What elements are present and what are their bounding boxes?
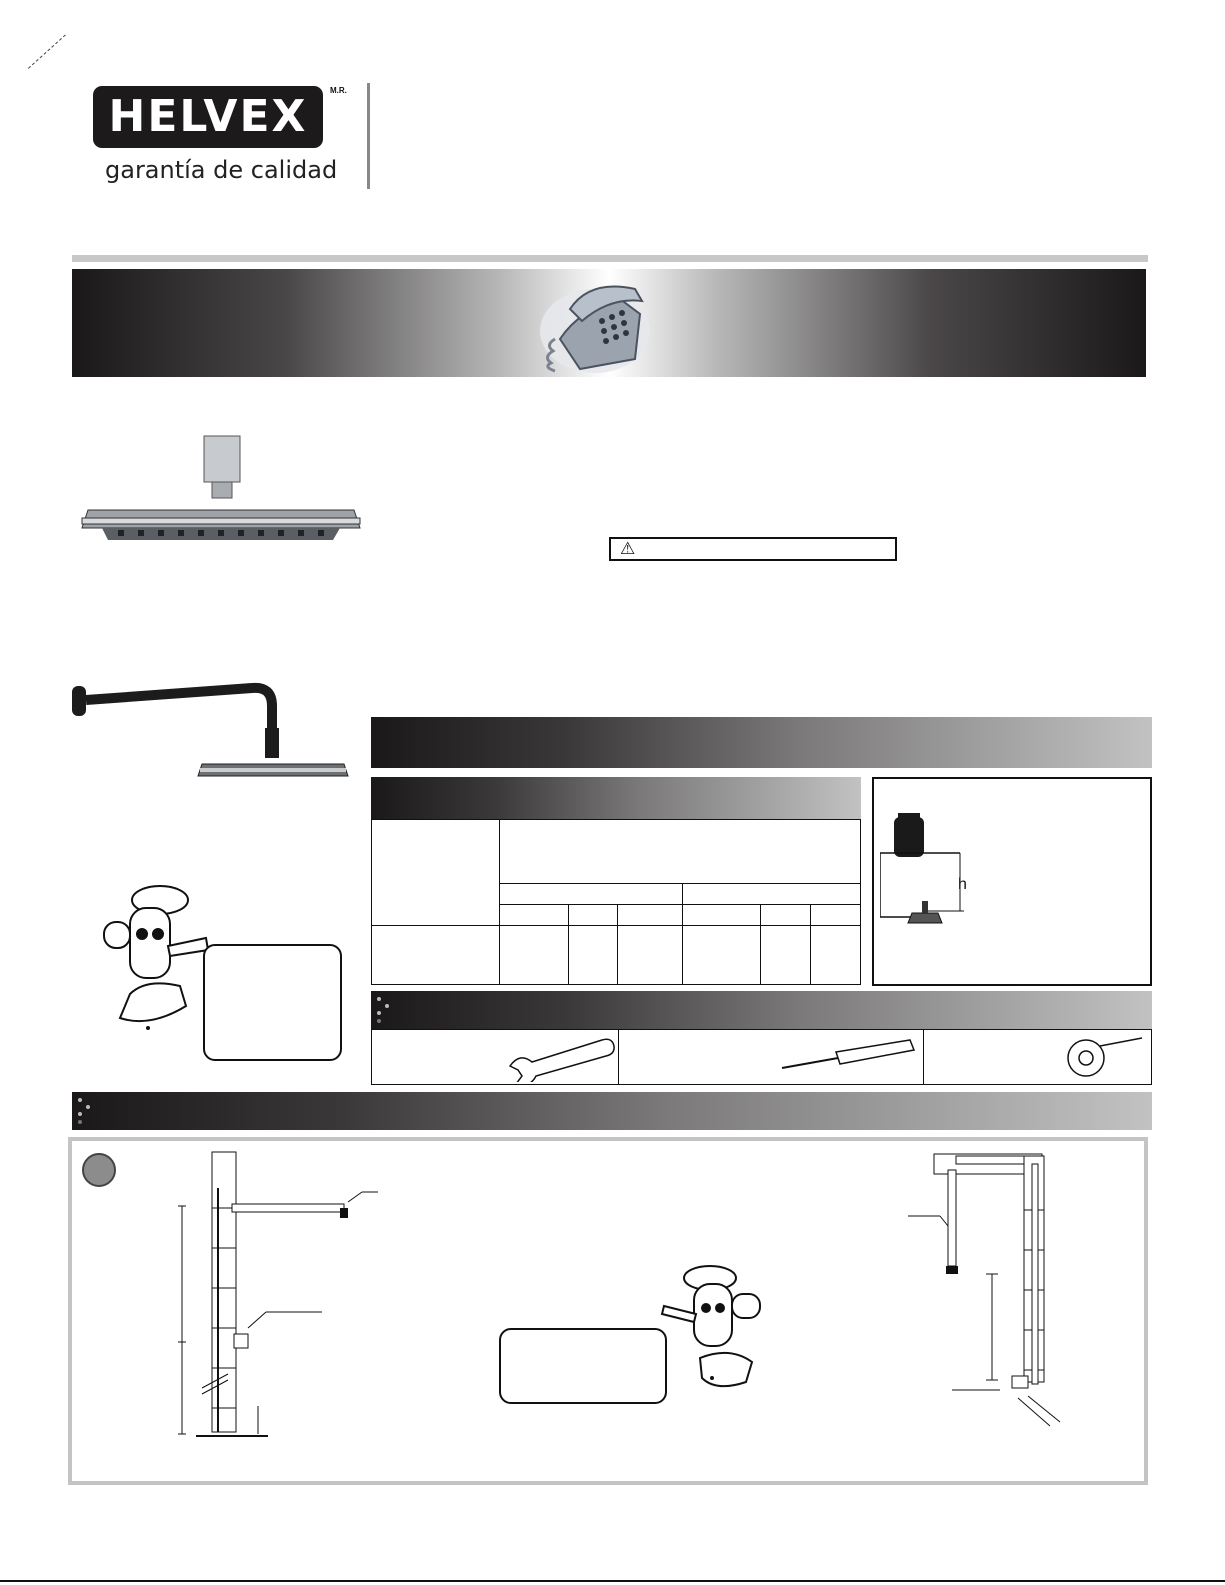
tools-row: [371, 1029, 1152, 1085]
crop-mark: [28, 35, 66, 70]
screwdriver-icon: [778, 1034, 918, 1080]
height-diagram: [872, 777, 1152, 986]
specifications-header: [371, 717, 1152, 768]
mascot-speech-bubble: [499, 1328, 667, 1404]
shower-head-ceiling-image: [78, 432, 364, 544]
shower-head-wall-arm-image: [72, 672, 352, 784]
wall-installation-drawing: [172, 1148, 392, 1444]
header-divider: [367, 83, 370, 189]
height-label: h: [958, 876, 967, 893]
installation-header: [72, 1092, 1152, 1130]
ceiling-installation-drawing: [900, 1150, 1090, 1440]
mascot-plumber-image: [660, 1262, 780, 1392]
tools-header: [371, 991, 1152, 1029]
tank-diagram: [880, 809, 1000, 929]
header-rule: [72, 255, 1148, 262]
mascot-speech-bubble: [203, 944, 342, 1061]
footer-rule: [0, 1580, 1225, 1582]
pressure-table: [371, 819, 861, 985]
pressure-table-header: [371, 777, 861, 819]
warning-box: [609, 537, 897, 561]
teflon-tape-icon: [1056, 1034, 1146, 1080]
step-number-badge: [82, 1153, 116, 1187]
warning-triangle-icon: ⚠: [620, 539, 636, 558]
contact-band: [72, 269, 1146, 377]
trademark-mark: M.R.: [330, 86, 347, 95]
telephone-icon: [520, 269, 660, 377]
brand-logo-wordmark: HELVEX: [108, 91, 308, 142]
mascot-plumber-image: [90, 882, 210, 1042]
adjustable-wrench-icon: [502, 1034, 618, 1082]
brand-tagline: garantía de calidad: [105, 156, 338, 184]
